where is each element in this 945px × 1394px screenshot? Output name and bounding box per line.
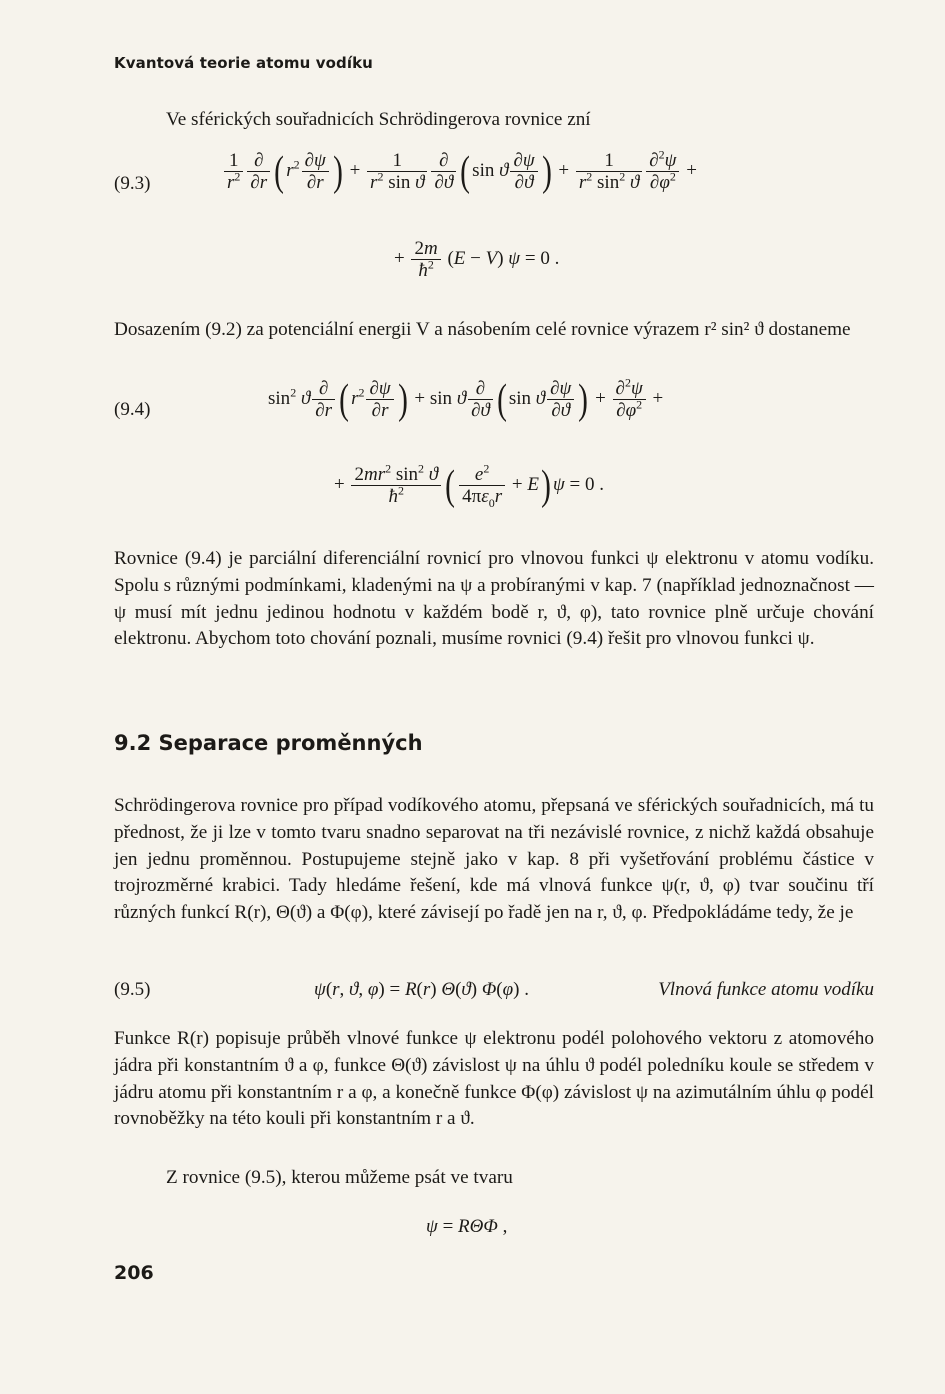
section-heading	[114, 731, 423, 755]
equation-9-3-line1: $\frac{1}{r^2}$ $\frac{\partial}{\partial r}$ ( $r^2$ $\frac{\partial\psi}{\partial r}$ ) + $\frac{1}{r^2 \sin ϑ}$ $\frac{\partial}{\partial ϑ}$ ( sin ϑ $\frac{\partial\psi}{\partial ϑ}$ ) + $\frac{1}{r^2 \sin^2 ϑ}$ $\frac{\partial^2\psi}{\partial\varphi^2}$ +	[222, 150, 697, 193]
paragraph-separation: Schrödingerova rovnice pro případ vodíkového atomu, přepsaná ve sférických souřadnicích, má tu přednost, že ji lze v tomto tvaru snadno separovat na tři nezávislé rovnice, z nichž každá obsahuje jen jednu proměnnou. Postupujeme stejně jako v kap. 8 při vyšetřování problému částice v trojrozměrné krabici. Tady hledáme řešení, kde má vlnová funkce ψ(r, ϑ, φ) tvar součinu tří různých funkcí R(r), Θ(ϑ) a Φ(φ), které závisejí po řadě jen na r, ϑ, φ. Předpokládáme tedy, že je	[114, 795, 874, 924]
equation-short: ψ = RΘΦ ,	[426, 1216, 508, 1237]
equation-9-3-line2: + $\frac{2m}{ħ^2}$ (E − V) ψ = 0 .	[394, 238, 560, 281]
equation-9-4-line1: $\sin^2 ϑ$ $\frac{\partial}{\partial r}$ ( $r^2$ $\frac{\partial\psi}{\partial r}$ ) + sin ϑ $\frac{\partial}{\partial ϑ}$ ( sin ϑ $\frac{\partial\psi}{\partial ϑ}$ ) + $\frac{\partial^2\psi}{\partial\varphi^2}$ +	[268, 375, 664, 423]
equation-9-4-line2: + $\frac{2mr^2 \sin^2 ϑ}{ħ^2}$ ( $\frac{e^2}{4\pi\varepsilon_0r}$ + E) ψ = 0 .	[334, 461, 604, 510]
equation-label: Vlnová funkce atomu vodíku	[658, 979, 874, 1000]
equation-number-9-4: (9.4)	[114, 399, 151, 420]
paragraph-partial-de: Rovnice (9.4) je parciální diferenciální rovnicí pro vlnovou funkci ψ elektronu v atomu vodíku. Spolu s různými podmínkami, kladenými na ψ a probíranými v kap. 7 (například jednoznačnost — ψ musí mít jednu jedinou hodnotu v každém bodě r, ϑ, φ), tato rovnice plně určuje chování elektronu. Abychom toto chování poznali, musíme rovnici (9.4) řešit pro vlnovou funkci ψ.	[114, 548, 874, 650]
section-number: 9.2	[114, 731, 152, 755]
paragraph-from-equation: Z rovnice (9.5), kterou můžeme psát ve tvaru	[166, 1167, 513, 1188]
paragraph-substitution: Dosazením (9.2) za potenciální energii V a násobením celé rovnice výrazem r² sin² ϑ dostaneme	[114, 319, 851, 340]
equation-number-9-5: (9.5)	[114, 979, 151, 1000]
paragraph-functions: Funkce R(r) popisuje průběh vlnové funkce ψ elektronu podél polohového vektoru z atomového jádra při konstantním ϑ a φ, funkce Θ(ϑ) závislost ψ na úhlu ϑ podél poledníku koule se středem v jádru atomu při konstantním r a φ, a konečně funkce Φ(φ) závislost ψ na azimutálním úhlu φ podél rovnoběžky na této kouli při konstantním r a ϑ.	[114, 1028, 874, 1130]
running-head: Kvantová teorie atomu vodíku	[114, 54, 373, 72]
page-number: 206	[114, 1262, 154, 1284]
equation-9-5: ψ(r, ϑ, φ) = R(r) Θ(ϑ) Φ(φ) .	[314, 979, 529, 1000]
section-title: Separace proměnných	[158, 731, 423, 755]
equation-number-9-3: (9.3)	[114, 173, 151, 194]
intro-sentence: Ve sférických souřadnicích Schrödingerova rovnice zní	[166, 109, 591, 130]
